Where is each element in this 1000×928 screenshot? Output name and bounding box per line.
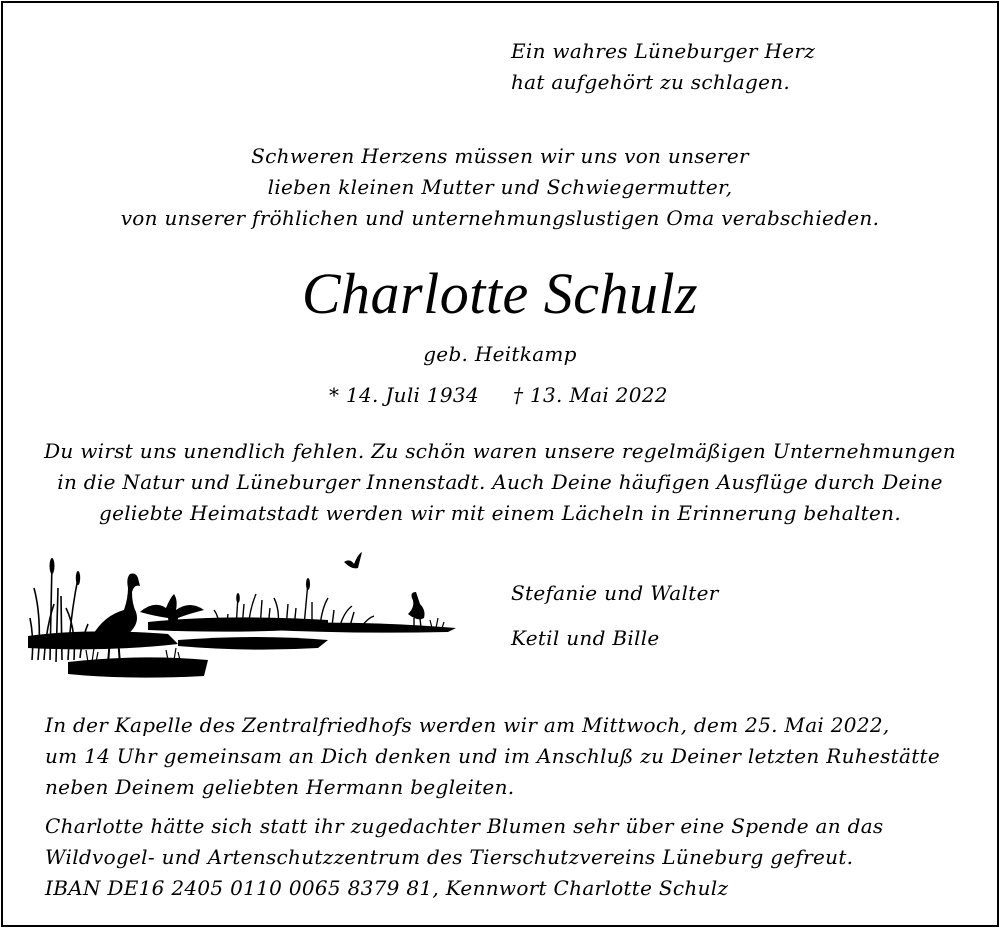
deceased-name: Charlotte Schulz [301, 261, 699, 326]
intro-line: von unserer fröhlichen und unternehmungslustigen Oma verabschieden. [120, 206, 880, 230]
farewell-text [0, 436, 1000, 529]
donation-line: Charlotte hätte sich statt ihr zugedachter Blumen sehr über eine Spende an das [45, 814, 884, 838]
death-date: † 13. Mai 2022 [513, 383, 668, 407]
mourner-2: Ketil und Bille [511, 626, 660, 650]
farewell-line: Du wirst uns unendlich fehlen. Zu schön waren unsere regelmäßigen Unternehmungen [44, 439, 956, 463]
intro-line: lieben kleinen Mutter und Schwiegermutter, [267, 175, 733, 199]
motto [511, 36, 815, 98]
mourner-1: Stefanie und Walter [511, 581, 719, 605]
intro-text [0, 141, 1000, 234]
farewell-line: in die Natur und Lüneburger Innenstadt. Auch Deine häufigen Ausflüge durch Deine [57, 470, 943, 494]
ceremony-line: In der Kapelle des Zentralfriedhofs werden wir am Mittwoch, dem 25. Mai 2022, [45, 713, 890, 737]
ceremony-text [45, 710, 940, 803]
intro-line: Schweren Herzens müssen wir uns von unserer [251, 144, 749, 168]
donation-line: IBAN DE16 2405 0110 0065 8379 81, Kennwort Charlotte Schulz [45, 876, 729, 900]
maiden-name: geb. Heitkamp [423, 342, 577, 366]
farewell-line: geliebte Heimatstadt werden wir mit einem Lächeln in Erinnerung behalten. [98, 501, 902, 525]
ceremony-line: um 14 Uhr gemeinsam an Dich denken und im Anschluß zu Deiner letzten Ruhestätte [45, 744, 941, 768]
wetland-birds-illustration [28, 548, 460, 682]
birth-date: * 14. Juli 1934 [329, 383, 479, 407]
motto-line: Ein wahres Lüneburger Herz [511, 39, 816, 63]
motto-line: hat aufgehört zu schlagen. [511, 70, 791, 94]
ceremony-line: neben Deinem geliebten Hermann begleiten. [45, 775, 515, 799]
donation-text [45, 811, 883, 904]
donation-line: Wildvogel- und Artenschutzzentrum des Tierschutzvereins Lüneburg gefreut. [45, 845, 854, 869]
